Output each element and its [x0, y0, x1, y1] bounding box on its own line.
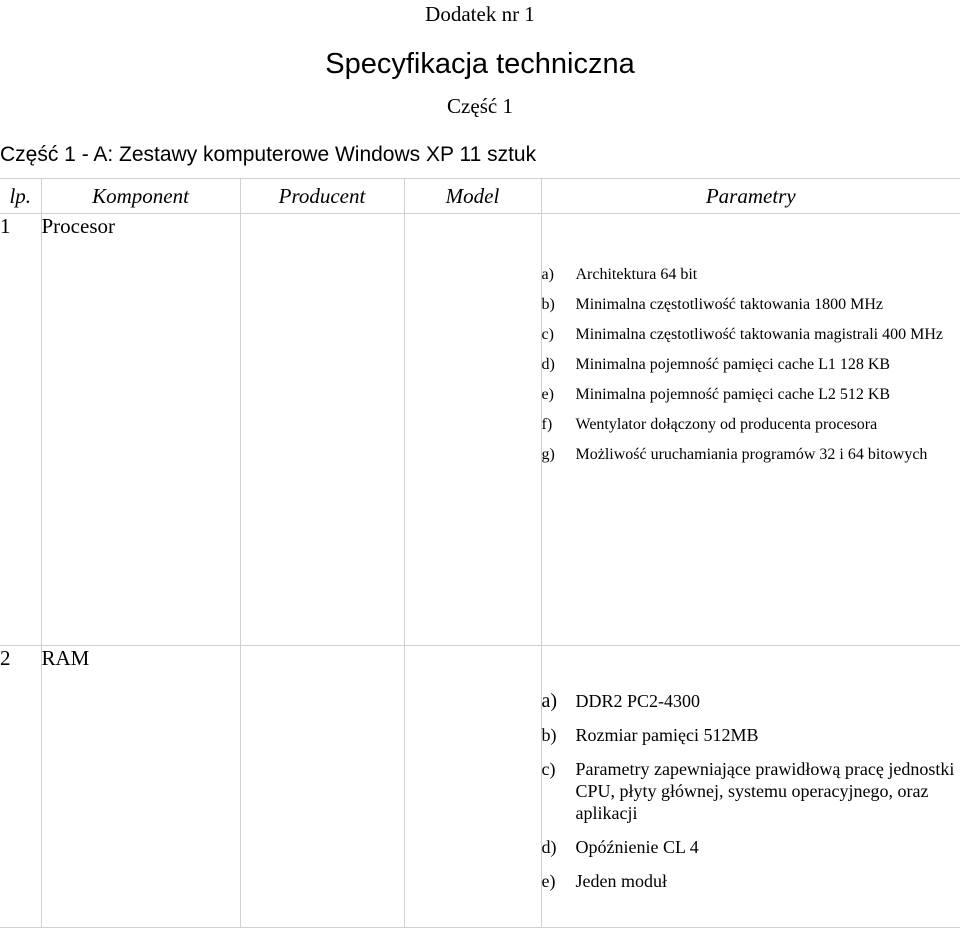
parameter-marker: a) [541, 266, 554, 283]
column-header-parameters: Parametry [541, 179, 960, 214]
parameter-text: Minimalna częstotliwość taktowania magistrali 400 MHz [575, 326, 943, 343]
parameter-item [542, 836, 960, 858]
parameters-list [542, 646, 960, 926]
part-label: Część 1 [447, 94, 513, 118]
parameter-item [542, 724, 960, 746]
parameter-marker: b) [541, 296, 555, 313]
component-name: Procesor [41, 214, 240, 646]
parameter-marker: d) [541, 837, 557, 857]
producer-cell [240, 646, 404, 928]
parameter-marker: e) [541, 386, 554, 403]
column-header-model: Model [404, 179, 541, 214]
parameter-item [542, 294, 960, 315]
producer-cell [240, 214, 404, 646]
parameter-text: Architektura 64 bit [575, 266, 698, 283]
table-row-ram [0, 646, 960, 928]
row-number: 1 [0, 214, 41, 646]
annex-label: Dodatek nr 1 [425, 2, 535, 26]
page-title: Specyfikacja techniczna [325, 48, 635, 80]
parameter-item [542, 324, 960, 345]
table-header-row [0, 179, 960, 214]
parameter-marker: d) [541, 356, 555, 373]
parameter-item [542, 264, 960, 285]
parameter-text: Rozmiar pamięci 512MB [575, 725, 759, 745]
parameter-marker: c) [541, 759, 556, 779]
parameter-item [542, 384, 960, 405]
parameter-text: Minimalna pojemność pamięci cache L2 512 KB [575, 386, 891, 403]
parameter-marker: c) [541, 326, 554, 343]
table-row-procesor [0, 214, 960, 646]
parameter-marker: b) [541, 725, 557, 745]
parameter-item [542, 354, 960, 375]
parameter-item [542, 758, 960, 824]
parameter-marker: f) [541, 416, 553, 433]
parameter-marker: e) [541, 871, 556, 891]
component-name: RAM [41, 646, 240, 928]
column-header-component: Komponent [41, 179, 240, 214]
parameter-text: Parametry zapewniające prawidłową pracę jednostki CPU, płyty głównej, systemu operacyjnego, oraz aplikacji [575, 759, 955, 823]
parameter-text: Możliwość uruchamiania programów 32 i 64 bitowych [575, 446, 928, 463]
parameter-marker: g) [541, 446, 555, 463]
parameter-text: Minimalna częstotliwość taktowania 1800 MHz [575, 296, 883, 313]
parameter-text: Opóźnienie CL 4 [575, 837, 699, 857]
column-header-lp: lp. [0, 179, 41, 214]
parameters-list [542, 214, 960, 492]
parameter-text: Wentylator dołączony od producenta procesora [575, 416, 878, 433]
parameter-item [542, 870, 960, 892]
parameters-cell [541, 214, 960, 646]
model-cell [404, 646, 541, 928]
parameter-text: DDR2 PC2-4300 [575, 691, 701, 711]
parameters-cell [541, 646, 960, 928]
section-heading: Część 1 - A: Zestawy komputerowe Windows XP 11 sztuk [0, 143, 537, 166]
parameter-item [542, 414, 960, 435]
model-cell [404, 214, 541, 646]
parameter-text: Minimalna pojemność pamięci cache L1 128 KB [575, 356, 891, 373]
column-header-producer: Producent [240, 179, 404, 214]
row-number: 2 [0, 646, 41, 928]
parameter-marker: a) [541, 690, 558, 712]
parameter-item [542, 690, 960, 712]
spec-table [0, 178, 960, 928]
parameter-item [542, 444, 960, 465]
parameter-text: Jeden moduł [575, 871, 667, 891]
